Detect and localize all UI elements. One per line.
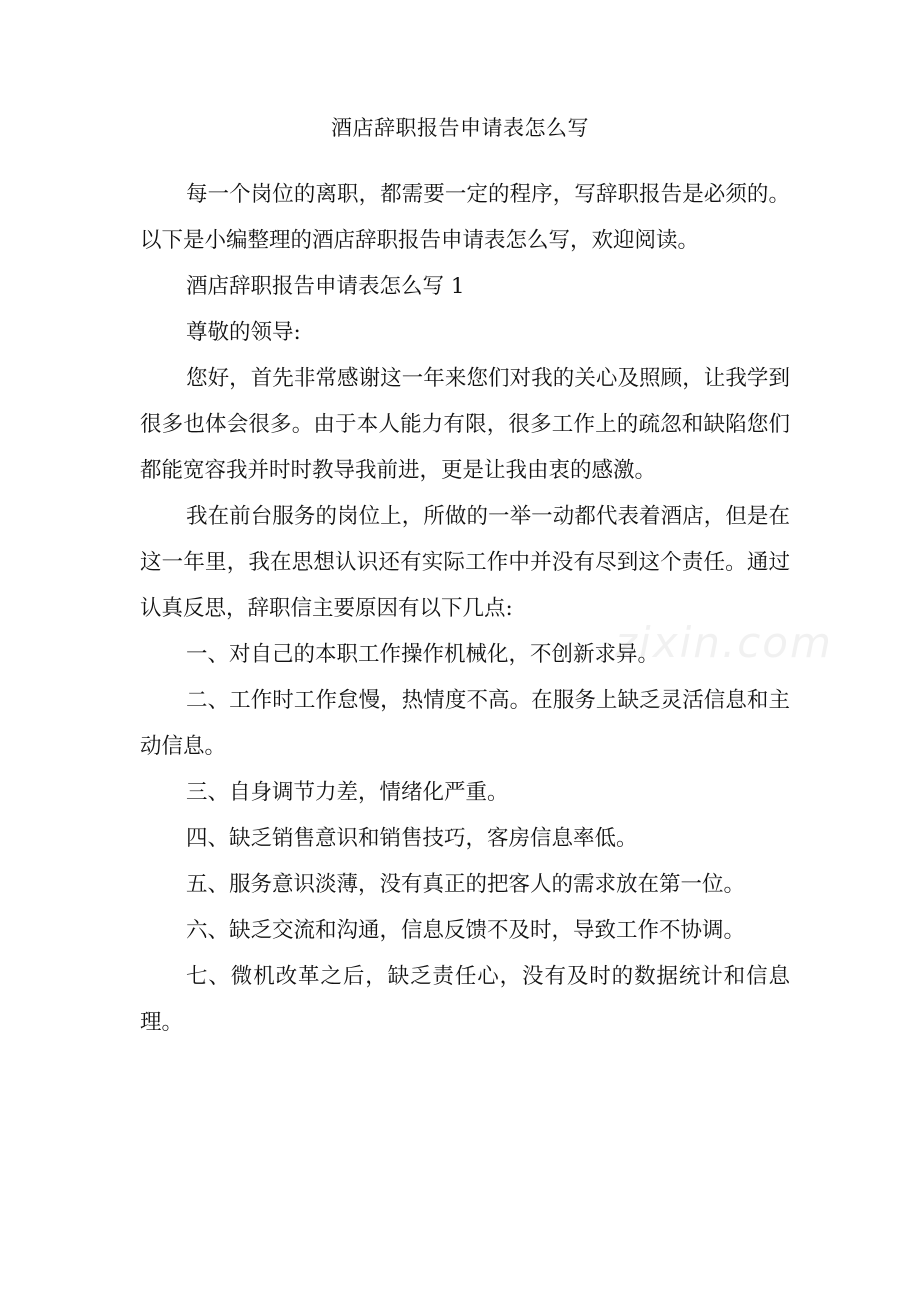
intro-paragraph: 每一个岗位的离职，都需要一定的程序，写辞职报告是必须的。以下是小编整理的酒店辞职报告申请表怎么写，欢迎阅读。 <box>140 182 790 253</box>
reason-item: 三、自身调节力差，情绪化严重。 <box>186 780 509 805</box>
watermark: zixin.com <box>615 618 833 667</box>
reason-item: 七、微机改革之后，缺乏责任心，没有及时的数据统计和信息理。 <box>140 964 790 1035</box>
reason-item: 六、缺乏交流和沟通，信息反馈不及时，导致工作不协调。 <box>186 918 746 943</box>
body-paragraph: 我在前台服务的岗位上，所做的一举一动都代表着酒店，但是在这一年里，我在思想认识还有实际工作中并没有尽到这个责任。通过认真反思，辞职信主要原因有以下几点: <box>140 504 790 621</box>
document-title: 酒店辞职报告申请表怎么写 <box>331 116 589 140</box>
reason-item: 二、工作时工作怠慢，热情度不高。在服务上缺乏灵活信息和主动信息。 <box>140 688 790 759</box>
body-paragraph: 您好，首先非常感谢这一年来您们对我的关心及照顾，让我学到很多也体会很多。由于本人能力有限，很多工作上的疏忽和缺陷您们都能宽容我并时时教导我前进，更是让我由衷的感激。 <box>140 366 790 483</box>
reason-item: 四、缺乏销售意识和销售技巧，客房信息率低。 <box>186 826 638 851</box>
salutation: 尊敬的领导: <box>186 320 301 345</box>
reason-item: 一、对自己的本职工作操作机械化，不创新求异。 <box>186 642 660 667</box>
reason-item: 五、服务意识淡薄，没有真正的把客人的需求放在第一位。 <box>186 872 746 897</box>
section-heading: 酒店辞职报告申请表怎么写 1 <box>186 274 465 299</box>
document-body <box>140 172 790 1046</box>
